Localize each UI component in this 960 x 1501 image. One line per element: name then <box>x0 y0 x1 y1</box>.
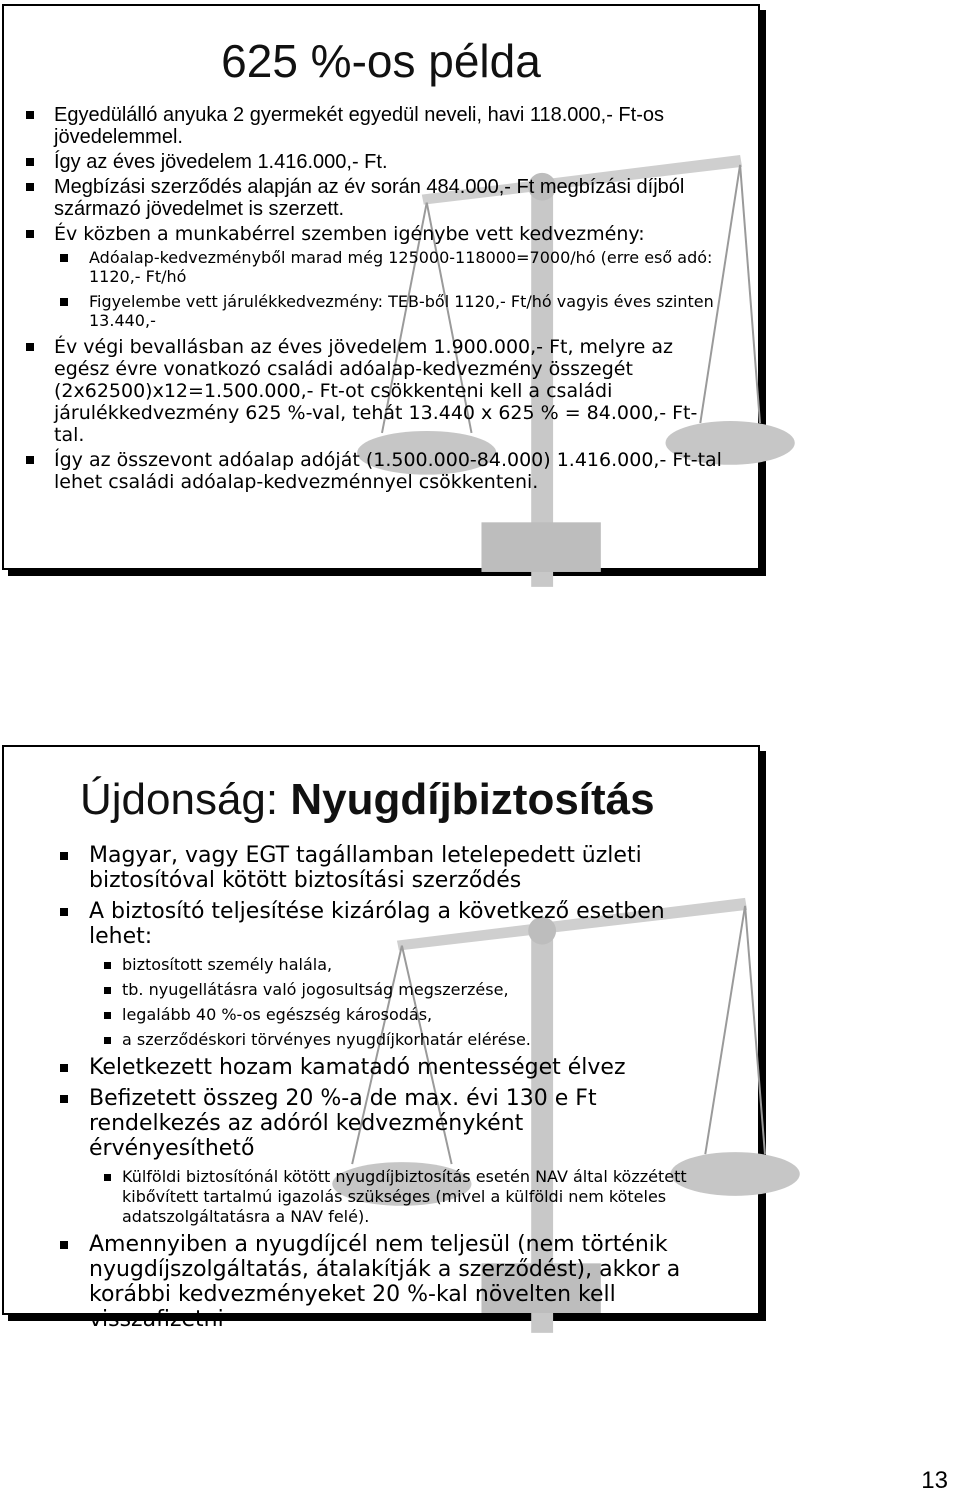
slide-2-bullet-list <box>4 843 694 1338</box>
bullet-icon <box>60 852 68 860</box>
bullet-icon <box>104 1012 111 1019</box>
list-item: Így az éves jövedelem 1.416.000,- Ft. <box>4 151 724 173</box>
bullet-icon <box>60 1064 68 1072</box>
bullet-icon <box>26 343 34 351</box>
bullet-icon <box>26 111 34 119</box>
list-item: Figyelembe vett járulékkedvezmény: TEB-ből 1120,- Ft/hó vagyis éves szinten 13.440,- <box>4 292 724 330</box>
list-item: Év közben a munkabérrel szemben igénybe vett kedvezmény: <box>4 223 724 245</box>
bullet-icon <box>26 158 34 166</box>
bullet-icon <box>104 1037 111 1044</box>
list-item: Adóalap-kedvezményből marad még 125000-118000=7000/hó (erre eső adó: 1120,- Ft/hó <box>4 248 724 286</box>
list-item: Külföldi biztosítónál kötött nyugdíjbiztosítás esetén NAV által közzétett kibővített tartalmú igazolás szükséges (mivel a külföldi nem köteles adatszolgáltatásra a NAV felé). <box>4 1167 694 1227</box>
slide-2-title: Újdonság: Nyugdíjbiztosítás <box>80 775 655 824</box>
page-number: 13 <box>921 1467 948 1494</box>
bullet-icon <box>26 456 34 464</box>
bullet-icon <box>60 1241 68 1249</box>
slide-2 <box>2 745 760 1332</box>
bullet-icon <box>60 1095 68 1103</box>
list-item: a szerződéskori törvényes nyugdíjkorhatár elérése. <box>4 1030 694 1050</box>
list-item: A biztosító teljesítése kizárólag a következő esetben lehet: <box>4 899 694 949</box>
bullet-icon <box>26 183 34 191</box>
bullet-icon <box>104 1174 111 1181</box>
bullet-icon <box>60 908 68 916</box>
bullet-icon <box>60 298 68 306</box>
list-item: Így az összevont adóalap adóját (1.500.000-84.000) 1.416.000,- Ft-tal lehet családi adóalap-kedvezménnyel csökkenteni. <box>4 449 724 493</box>
bullet-icon <box>104 962 111 969</box>
bullet-icon <box>26 230 34 238</box>
list-item: legalább 40 %-os egészség károsodás, <box>4 1005 694 1025</box>
list-item: biztosított személy halála, <box>4 955 694 975</box>
bullet-icon <box>60 254 68 262</box>
list-item: Megbízási szerződés alapján az év során 484.000,- Ft megbízási díjból származó jövedelmet is szerzett. <box>4 176 724 220</box>
list-item: Egyedülálló anyuka 2 gyermekét egyedül neveli, havi 118.000,- Ft-os jövedelemmel. <box>4 104 724 148</box>
list-item: Keletkezett hozam kamatadó mentességet élvez <box>4 1055 694 1080</box>
slide-1 <box>2 4 760 570</box>
slide-1-bullet-list <box>4 104 724 496</box>
list-item: Befizetett összeg 20 %-a de max. évi 130 e Ft rendelkezés az adóról kedvezményként érvényesíthető <box>4 1086 694 1161</box>
list-item: Amennyiben a nyugdíjcél nem teljesül (nem történik nyugdíjszolgáltatás, átalakítják a szerződést), akkor a korábbi kedvezményeket 20 %-kal növelten kell visszafizetni <box>4 1232 694 1332</box>
bullet-icon <box>104 987 111 994</box>
list-item: Magyar, vagy EGT tagállamban letelepedett üzleti biztosítóval kötött biztosítási szerződés <box>4 843 694 893</box>
list-item: Év végi bevallásban az éves jövedelem 1.900.000,- Ft, melyre az egész évre vonatkozó családi adóalap-kedvezmény összegét (2x62500)x12=1.500.000,- Ft-ot csökkenteni kell a családi járulékkedvezmény 625 %-val, tehát 13.440 x 625 % = 84.000,- Ft-tal. <box>4 336 724 446</box>
slide-1-title: 625 %-os példa <box>221 35 541 87</box>
list-item: tb. nyugellátásra való jogosultság megszerzése, <box>4 980 694 1000</box>
